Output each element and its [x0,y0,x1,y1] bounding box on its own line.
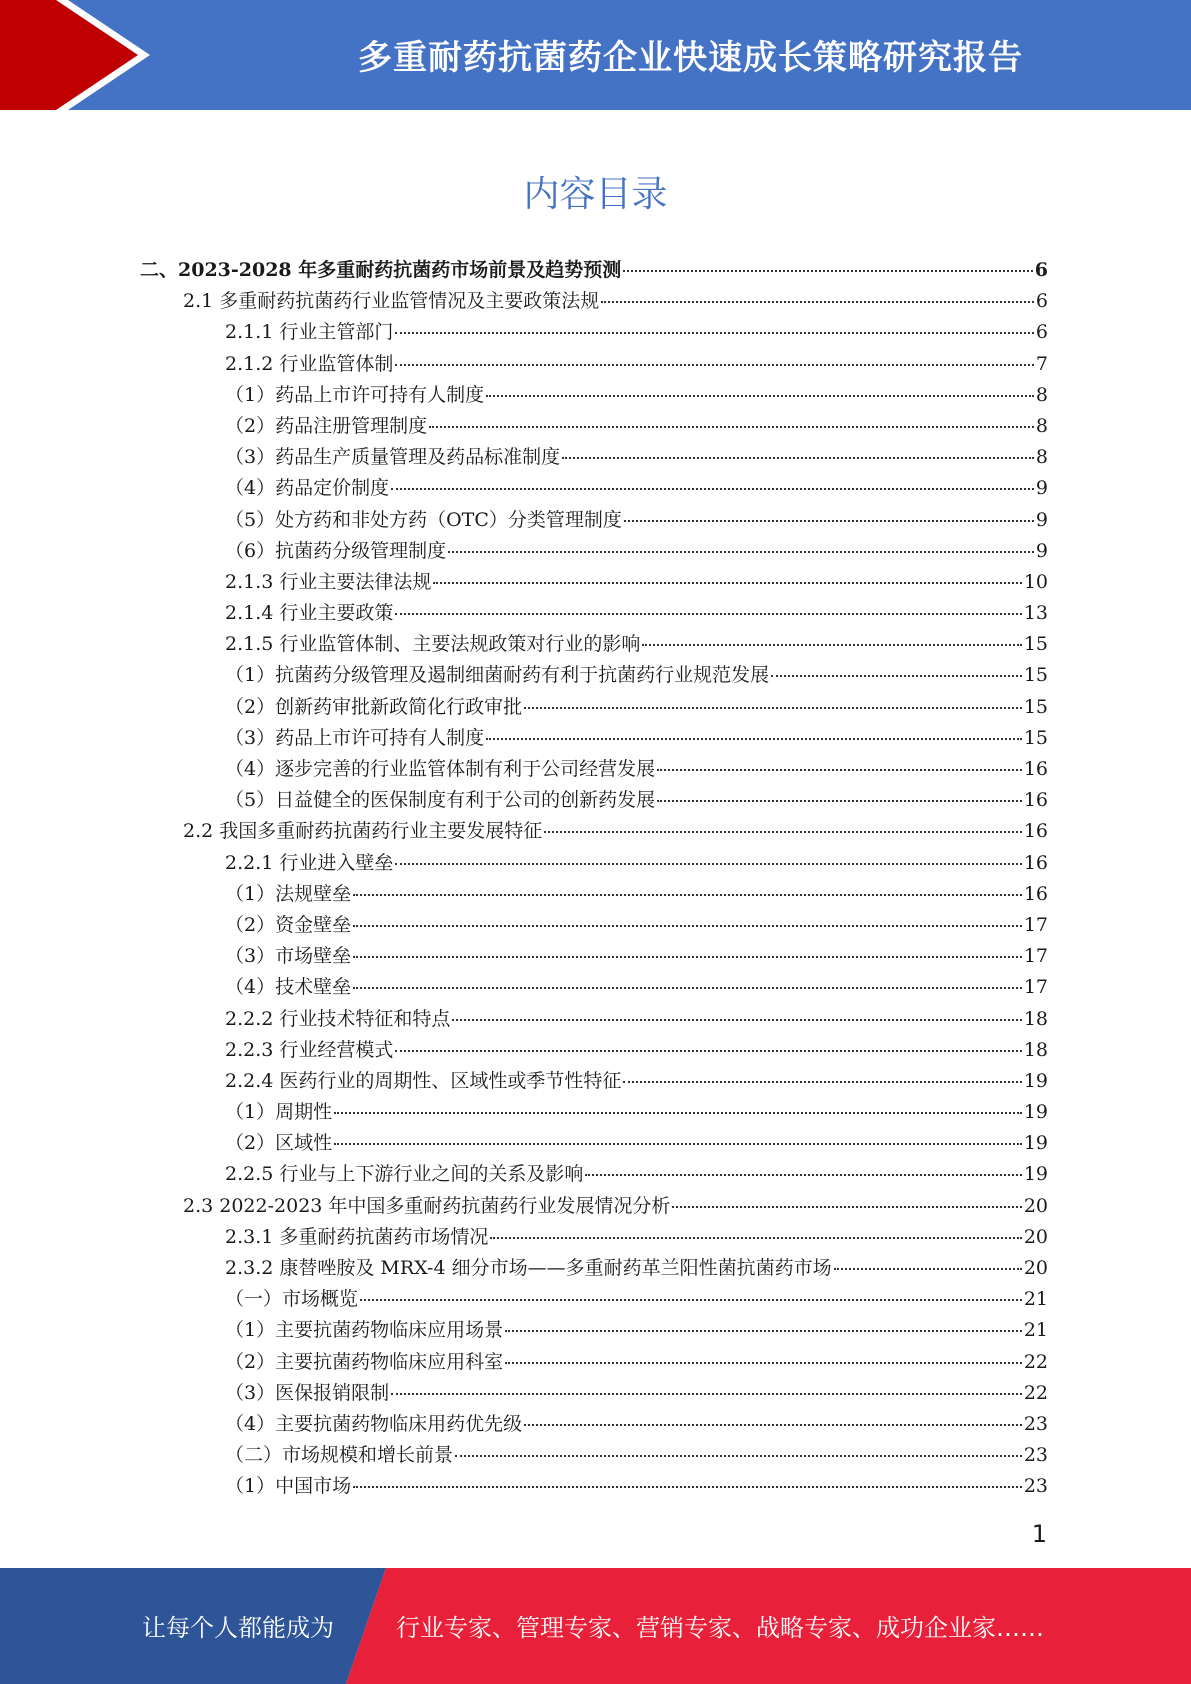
toc-entry-page: 6 [1035,321,1048,344]
toc-dot-leader [448,551,1034,553]
toc-dot-leader [657,800,1022,802]
toc-dot-leader [391,1393,1022,1395]
toc-entry[interactable] [140,1347,1048,1378]
toc-dot-leader [672,1206,1021,1208]
toc-entry-page: 15 [1023,664,1048,687]
toc-entry-label: （4）主要抗菌药物临床用药优先级 [225,1412,523,1435]
page-header [0,0,1191,110]
toc-title: 内容目录 [523,174,668,215]
page-number: 1 [1031,1520,1047,1548]
toc-dot-leader [524,707,1022,709]
toc-dot-leader [455,1455,1022,1457]
toc-entry-page: 23 [1023,1475,1048,1498]
toc-entry-page: 18 [1023,1007,1048,1030]
toc-entry[interactable] [140,660,1048,691]
toc-entry-page: 22 [1023,1350,1048,1373]
toc-entry-label: （1）药品上市许可持有人制度 [225,383,485,406]
toc-entry[interactable] [140,941,1048,972]
toc-entry[interactable] [140,1222,1048,1253]
toc-entry[interactable] [140,1409,1048,1440]
toc-entry-page: 17 [1023,913,1048,936]
toc-dot-leader [601,301,1034,303]
toc-entry[interactable] [140,848,1048,879]
toc-entry-page: 15 [1023,633,1048,656]
toc-entry[interactable] [140,1004,1048,1035]
toc-dot-leader [353,925,1022,927]
toc-dot-leader [486,395,1034,397]
toc-entry[interactable] [140,1035,1048,1066]
toc-entry-label: （1）抗菌药分级管理及遏制细菌耐药有利于抗菌药行业规范发展 [225,664,770,687]
header-arrow-icon [0,0,160,110]
toc-entry[interactable] [140,598,1048,629]
toc-entry-page: 16 [1023,820,1048,843]
toc-entry-label: （2）资金壁垒 [225,913,352,936]
toc-dot-leader [334,1112,1022,1114]
toc-entry-page: 8 [1035,446,1048,469]
toc-entry-label: （2）区域性 [225,1132,333,1155]
toc-entry[interactable] [140,1315,1048,1346]
toc-entry-page: 23 [1023,1412,1048,1435]
toc-entry[interactable] [140,785,1048,816]
toc-dot-leader [544,831,1022,833]
toc-entry[interactable] [140,1284,1048,1315]
toc-dot-leader [834,1268,1022,1270]
toc-entry-label: 2.2.3 行业经营模式 [225,1038,394,1061]
toc-dot-leader [585,1174,1021,1176]
toc-dot-leader [623,1081,1021,1083]
toc-entry-label: （5）处方药和非处方药（OTC）分类管理制度 [225,508,622,531]
toc-entry-label: （4）技术壁垒 [225,976,352,999]
toc-entry[interactable] [140,1378,1048,1409]
toc-entry-page: 6 [1035,290,1048,313]
toc-entry-page: 19 [1023,1101,1048,1124]
toc-entry-label: 二、2023-2028 年多重耐药抗菌药市场前景及趋势预测 [140,259,622,281]
toc-entry-label: （3）医保报销限制 [225,1381,390,1404]
toc-dot-leader [391,488,1034,490]
toc-entry[interactable] [140,380,1048,411]
toc-entry[interactable] [140,442,1048,473]
toc-entry-label: （2）创新药审批新政简化行政审批 [225,695,523,718]
toc-entry-label: 2.1.1 行业主管部门 [225,321,394,344]
toc-entry[interactable] [140,1471,1048,1502]
toc-entry-label: （6）抗菌药分级管理制度 [225,539,447,562]
toc-entry-page: 16 [1023,758,1048,780]
toc-entry-page: 16 [1023,882,1048,905]
toc-entry-label: 2.3.1 多重耐药抗菌药市场情况 [225,1225,489,1248]
header-title: 多重耐药抗菌药企业快速成长策略研究报告 [358,38,1023,78]
toc-entry[interactable] [140,1066,1048,1097]
toc-entry-label: （1）法规壁垒 [225,882,352,905]
toc-dot-leader [353,987,1022,989]
toc-entry-page: 17 [1023,945,1048,968]
toc-entry[interactable] [140,411,1048,442]
toc-entry[interactable] [140,536,1048,567]
toc-dot-leader [657,769,1022,771]
toc-entry-label: 2.2 我国多重耐药抗菌药行业主要发展特征 [183,820,543,843]
toc-dot-leader [395,332,1034,334]
toc-dot-leader [623,270,1033,272]
toc-dot-leader [395,364,1034,366]
toc-entry-label: 2.2.1 行业进入壁垒 [225,851,394,874]
toc-entry-label: （一）市场概览 [225,1288,359,1311]
toc-entry-label: 2.3 2022-2023 年中国多重耐药抗菌药行业发展情况分析 [183,1194,671,1217]
toc-entry[interactable] [140,505,1048,536]
toc-entry-page: 21 [1023,1288,1048,1311]
toc-entry[interactable] [140,1097,1048,1128]
toc-entry-page: 15 [1023,695,1048,718]
toc-entry-page: 9 [1035,477,1048,500]
toc-entry[interactable] [140,972,1048,1003]
toc-entry-label: （5）日益健全的医保制度有利于公司的创新药发展 [225,789,656,812]
toc-dot-leader [395,1050,1021,1052]
toc-entry-label: （3）药品生产质量管理及药品标准制度 [225,446,561,469]
toc-entry-page: 19 [1023,1132,1048,1155]
toc-dot-leader [505,1362,1022,1364]
toc-entry-label: 2.2.5 行业与上下游行业之间的关系及影响 [225,1163,584,1186]
toc-entry-page: 20 [1023,1194,1048,1217]
toc-entry[interactable] [140,1191,1048,1222]
toc-entry[interactable] [140,692,1048,723]
footer-slogan-right: 行业专家、管理专家、营销专家、战略专家、成功企业家…… [396,1614,1044,1642]
toc-entry-label: 2.1.4 行业主要政策 [225,602,394,625]
toc-entry-page: 8 [1035,414,1048,437]
toc-entry-label: 2.2.2 行业技术特征和特点 [225,1007,451,1030]
toc-entry-label: （二）市场规模和增长前景 [225,1444,454,1467]
toc-entry-page: 20 [1023,1257,1048,1279]
toc-entry-label: 2.1.2 行业监管体制 [225,352,394,375]
toc-entry-page: 19 [1023,1069,1048,1092]
toc-entry-label: （3）药品上市许可持有人制度 [225,726,485,749]
table-of-contents [140,255,1048,1503]
toc-dot-leader [452,1019,1021,1021]
toc-entry-label: （1）周期性 [225,1101,333,1124]
toc-entry[interactable] [140,879,1048,910]
footer-slogan-left: 让每个人都能成为 [142,1614,334,1642]
toc-dot-leader [624,520,1034,522]
toc-entry-page: 9 [1035,539,1048,562]
toc-dot-leader [490,1237,1021,1239]
toc-entry-page: 16 [1023,851,1048,874]
toc-entry-page: 7 [1035,352,1048,375]
toc-entry-label: （4）逐步完善的行业监管体制有利于公司经营发展 [225,758,656,780]
toc-entry-page: 10 [1023,570,1048,593]
toc-dot-leader [353,894,1022,896]
toc-dot-leader [642,644,1021,646]
toc-entry[interactable] [140,723,1048,754]
toc-dot-leader [395,863,1021,865]
toc-entry-label: （3）市场壁垒 [225,945,352,968]
toc-entry-label: （4）药品定价制度 [225,477,390,500]
toc-dot-leader [334,1143,1022,1145]
toc-entry-page: 6 [1034,259,1048,281]
toc-entry[interactable] [140,1128,1048,1159]
toc-entry-label: 2.1.3 行业主要法律法规 [225,570,432,593]
toc-entry-page: 13 [1023,602,1048,625]
toc-entry[interactable] [140,1159,1048,1190]
toc-entry[interactable] [140,317,1048,348]
toc-entry-label: （1）主要抗菌药物临床应用场景 [225,1319,504,1342]
toc-dot-leader [524,1424,1022,1426]
toc-dot-leader [353,1486,1022,1488]
toc-entry-label: 2.2.4 医药行业的周期性、区域性或季节性特征 [225,1069,622,1092]
toc-entry[interactable] [140,567,1048,598]
page-footer [0,1568,1191,1684]
toc-dot-leader [505,1330,1022,1332]
toc-entry-page: 20 [1023,1225,1048,1248]
toc-entry-page: 8 [1035,383,1048,406]
toc-dot-leader [433,582,1021,584]
toc-entry-label: 2.3.2 康替唑胺及 MRX-4 细分市场——多重耐药革兰阳性菌抗菌药市场 [225,1257,832,1279]
toc-entry-label: （2）主要抗菌药物临床应用科室 [225,1350,504,1373]
toc-entry[interactable] [140,816,1048,847]
toc-entry-page: 18 [1023,1038,1048,1061]
toc-dot-leader [360,1299,1022,1301]
toc-entry[interactable] [140,349,1048,380]
toc-entry-page: 23 [1023,1444,1048,1467]
toc-entry[interactable] [140,1253,1048,1284]
toc-entry-page: 19 [1023,1163,1048,1186]
toc-entry[interactable] [140,910,1048,941]
toc-entry-label: （1）中国市场 [225,1475,352,1498]
toc-entry[interactable] [140,629,1048,660]
toc-dot-leader [562,457,1034,459]
toc-entry[interactable] [140,255,1048,286]
toc-entry-page: 15 [1023,726,1048,749]
toc-entry[interactable] [140,1440,1048,1471]
toc-entry-label: 2.1 多重耐药抗菌药行业监管情况及主要政策法规 [183,290,600,313]
toc-dot-leader [353,956,1022,958]
toc-entry[interactable] [140,286,1048,317]
toc-entry-page: 22 [1023,1381,1048,1404]
toc-entry-label: （2）药品注册管理制度 [225,414,428,437]
toc-entry-page: 17 [1023,976,1048,999]
toc-entry-page: 21 [1023,1319,1048,1342]
toc-dot-leader [771,675,1022,677]
toc-entry-label: 2.1.5 行业监管体制、主要法规政策对行业的影响 [225,633,641,656]
toc-entry-page: 16 [1023,789,1048,812]
toc-entry[interactable] [140,754,1048,785]
toc-dot-leader [486,738,1022,740]
toc-entry[interactable] [140,473,1048,504]
toc-dot-leader [395,613,1021,615]
toc-dot-leader [429,426,1034,428]
toc-entry-page: 9 [1035,508,1048,531]
